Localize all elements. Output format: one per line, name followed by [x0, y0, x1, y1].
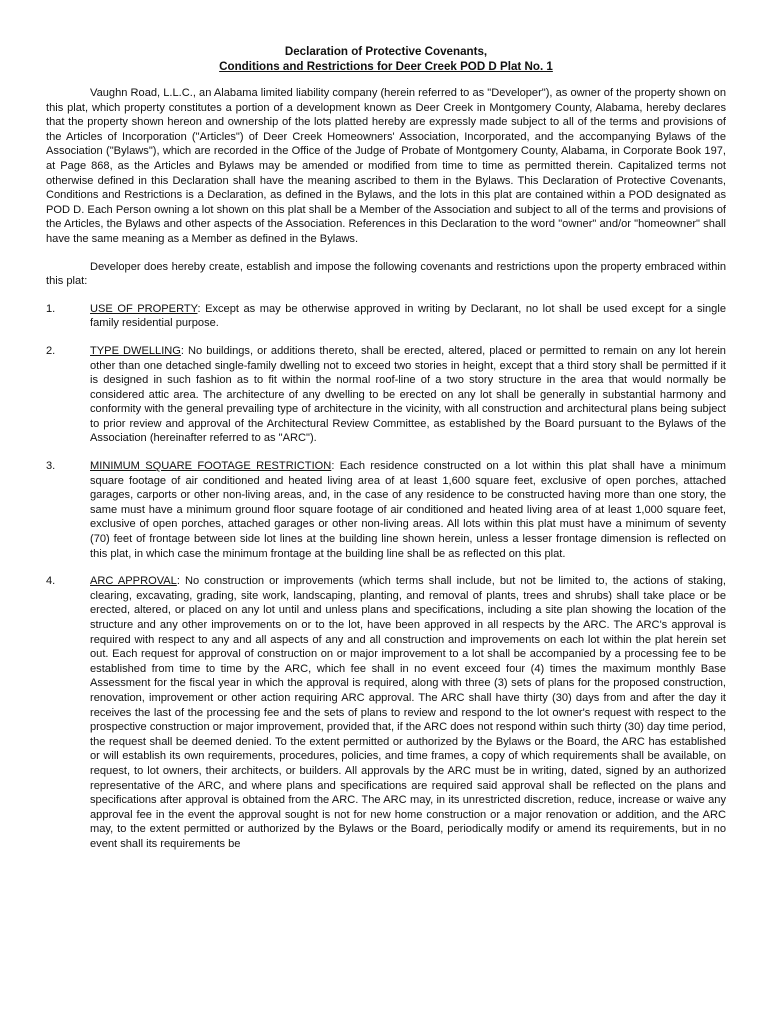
item-number: 2.	[46, 344, 56, 357]
item-number: 3.	[46, 460, 56, 473]
item-heading: MINIMUM SQUARE FOOTAGE RESTRICTION	[90, 460, 332, 473]
covenants-intro-paragraph: Developer does hereby create, establish and impose the following covenants and restrictions upon the property embraced within this plat:	[46, 260, 726, 288]
item-number: 4.	[46, 575, 56, 588]
covenant-item-minimum-square-footage	[46, 459, 726, 561]
item-text: : Each residence constructed on a lot within this plat shall have a minimum square footage of air conditioned and heated living area of at least 1,600 square feet, exclusive of open porches, attached garages, carports or other non-living areas, and, in the case of any residence to be constructed having more than one story, the same must have a minimum ground floor square footage of air conditioned and heated living area of at least 1,000 square feet, exclusive of open porches, attached garages or other non-living areas. All lots within this plat must have a minimum of seventy (70) feet of frontage between side lot lines at the building line shown herein, unless a lesser frontage dimension is reflected on this plat, in which case the minimum frontage at the building line shall be as reflected on this plat.	[90, 460, 726, 560]
covenant-item-arc-approval	[46, 574, 726, 851]
item-text: : No construction or improvements (which terms shall include, but not be limited to, the actions of staking, clearing, excavating, grading, site work, landscaping, planting, and removal of plants, trees and shrubs) shall take place or be erected, altered, or placed on any lot until and unless plans and specifications, including a site plan showing the location of the structure and any other improvements on or to the lot, have been approved in all respects by the ARC. The ARC's approval is required with respect to any and all aspects of any and all construction and improvements on each lot within the plat herein set out. Each request for approval of construction on or major improvement to a lot shall be accompanied by a processing fee to be established from time to time by the ARC, which fee shall in no event exceed four (4) times the maximum monthly Base Assessment for the fiscal year in which the approval is required, along with three (3) sets of plans for the proposed construction, renovation, improvement or other action requiring ARC approval. The ARC shall have thirty (30) days from and after the day it receives the last of the processing fee and the sets of plans to review and respond to the lot owner's request with respect to the prospective construction or major improvement, provided that, if the ARC does not respond within such thirty (30) day time period, the request shall be deemed denied. To the extent permitted or authorized by the Bylaws or the Board, the ARC has established or will establish its own requirements, procedures, policies, and time frames, a copy of which requirements shall be available, on request, to lot owners, their architects, or builders. All approvals by the ARC must be in writing, dated, signed by an authorized representative of the ARC, and where plans and specifications are required said approval shall be reflected on the plans and specifications after approval is obtained from the ARC. The ARC may, in its unrestricted discretion, reduce, increase or waive any approval fee in the event the approval sought is not for new home construction or a major renovation or addition, and the ARC may, to the extent permitted or authorized by the Bylaws or the Board, periodically modify or amend its requirements, but in no event shall its requirements be	[90, 575, 726, 850]
covenant-item-type-dwelling	[46, 344, 726, 446]
item-heading: ARC APPROVAL	[90, 575, 177, 588]
item-heading: USE OF PROPERTY	[90, 302, 198, 315]
intro-paragraph: Vaughn Road, L.L.C., an Alabama limited liability company (herein referred to as "Developer"), as owner of the property shown on this plat, which property constitutes a portion of a development known as Deer Creek in Montgomery County, Alabama, hereby declares that the property shown hereon and ownership of the lots platted hereby are expressly made subject to all of the terms and provisions of the Articles of Incorporation ("Articles") of Deer Creek Homeowners' Association, Incorporated, and the accompanying Bylaws of the Association ("Bylaws"), which are recorded in the Office of the Judge of Probate of Montgomery County, Alabama, in Corporate Book 197, at Page 868, as the Articles and Bylaws may be amended or modified from time to time as permitted therein. Capitalized terms not otherwise defined in this Declaration shall have the meaning ascribed to them in the Bylaws. This Declaration of Protective Covenants, Conditions and Restrictions is a Declaration, as defined in the Bylaws, and the lots in this plat are contained within a POD designated as POD D. Each Person owning a lot shown on this plat shall be a Member of the Association and subject to all of the terms and provisions of the Articles, the Bylaws and other aspects of the Association. References in this Declaration to the word "owner" and/or "homeowner" shall have the same meaning as a Member as defined in the Bylaws.	[46, 87, 726, 245]
document-title-line-2: Conditions and Restrictions for Deer Creek POD D Plat No. 1	[219, 60, 553, 73]
document-page	[46, 44, 726, 852]
covenant-item-use-of-property	[46, 302, 726, 331]
document-title-line-1: Declaration of Protective Covenants,	[284, 45, 488, 58]
item-heading: TYPE DWELLING	[90, 344, 181, 357]
item-text: : No buildings, or additions thereto, shall be erected, altered, placed or permitted to remain on any lot herein other than one detached single-family dwelling not to exceed two stories in height, except that a third story shall be permitted if it is designed in such fashion as to fit within the normal roof-line of a two story structure in the area that would normally be considered attic area. The architecture of any dwelling to be erected on any lot shall be generally in substantial harmony and conformity with the general prevailing type of architecture in the vicinity, with all construction and architectural plans being subject to prior review and approval of the Architectural Review Committee, as established by the Board pursuant to the Bylaws of the Association (hereinafter referred to as "ARC").	[90, 344, 726, 445]
item-number: 1.	[46, 302, 56, 315]
item-text: : Except as may be otherwise approved in writing by Declarant, no lot shall be used except for a single family residential purpose.	[90, 302, 726, 330]
